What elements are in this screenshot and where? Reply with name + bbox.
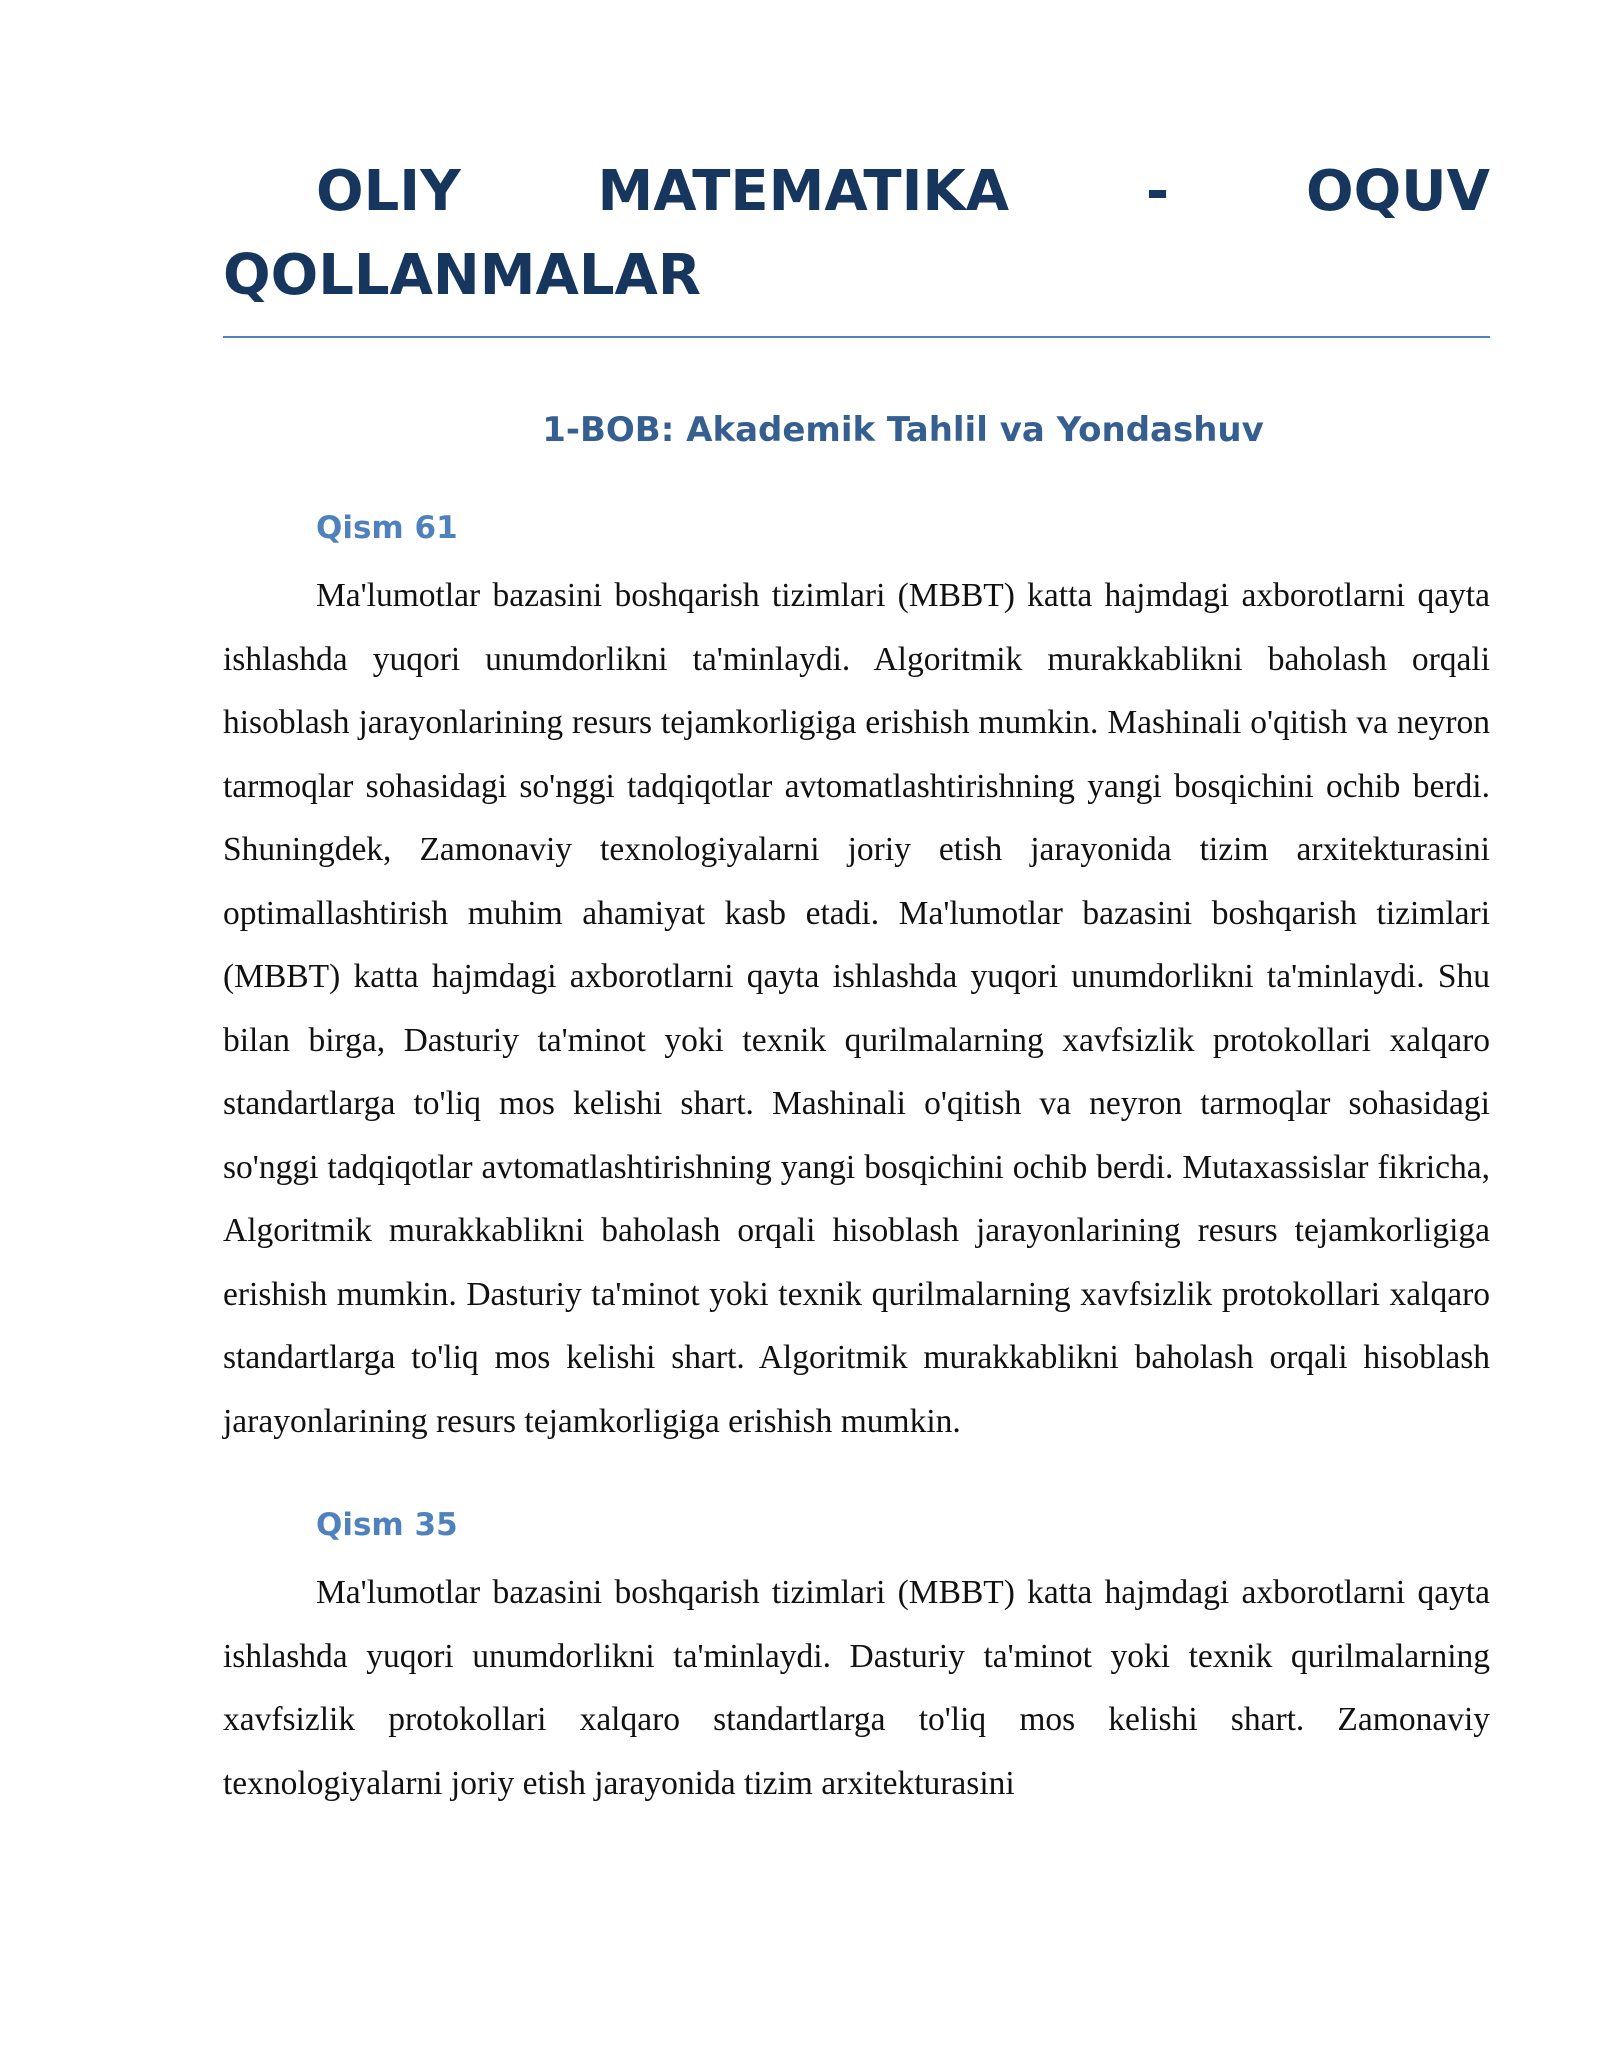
document-title: OLIY MATEMATIKA - OQUV QOLLANMALAR [223,150,1490,338]
section-heading: Qism 35 [316,1507,458,1543]
section-paragraph: Ma'lumotlar bazasini boshqarish tizimlari (MBBT) katta hajmdagi axborotlarni qayta ishlashda yuqori unumdorlikni ta'minlaydi. Dasturiy ta'minot yoki texnik qurilmalarning xavfsizlik protokollari xalqaro standartlarga to'liq mos kelishi shart. Zamonaviy texnologiyalarni joriy etish jarayonida tizim arxitekturasini [223,1574,1490,1802]
section-heading: Qism 61 [316,510,458,546]
chapter-title: 1-BOB: Akademik Tahlil va Yondashuv [542,410,1264,450]
section-paragraph: Ma'lumotlar bazasini boshqarish tizimlari (MBBT) katta hajmdagi axborotlarni qayta ishlashda yuqori unumdorlikni ta'minlaydi. Algoritmik murakkablikni baholash orqali hisoblash jarayonlarining resurs tejamkorligiga erishish mumkin. Mashinali o'qitish va neyron tarmoqlar sohasidagi so'nggi tadqiqotlar avtomatlashtirishning yangi bosqichini ochib berdi. Shuningdek, Zamonaviy texnologiyalarni joriy etish jarayonida tizim arxitekturasini optimallashtirish muhim ahamiyat kasb etadi. Ma'lumotlar bazasini boshqarish tizimlari (MBBT) katta hajmdagi axborotlarni qayta ishlashda yuqori unumdorlikni ta'minlaydi. Shu bilan birga, Dasturiy ta'minot yoki texnik qurilmalarning xavfsizlik protokollari xalqaro standartlarga to'liq mos kelishi shart. Mashinali o'qitish va neyron tarmoqlar sohasidagi so'nggi tadqiqotlar avtomatlashtirishning yangi bosqichini ochib berdi. Mutaxassislar fikricha, Algoritmik murakkablikni baholash orqali hisoblash jarayonlarining resurs tejamkorligiga erishish mumkin. Dasturiy ta'minot yoki texnik qurilmalarning xavfsizlik protokollari xalqaro standartlarga to'liq mos kelishi shart. Algoritmik murakkablikni baholash orqali hisoblash jarayonlarining resurs tejamkorligiga erishish mumkin. [223,577,1490,1440]
page-content [223,150,1490,1815]
